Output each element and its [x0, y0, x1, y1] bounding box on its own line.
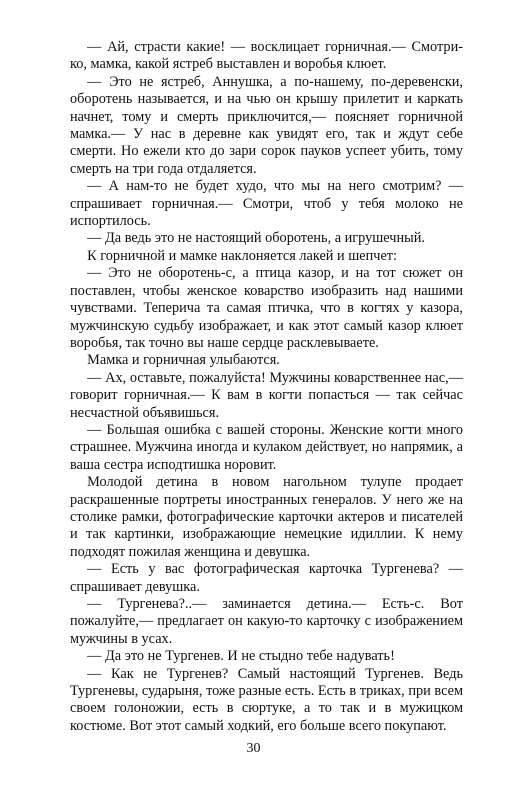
paragraph: — Да это не Тургенев. И не стыдно тебе надувать! [87, 648, 395, 665]
paragraph: Молодой детина в новом нагольном тулупе продает раскрашенные портреты иностранных генералов. У него же на столике рамки, фотографические карточки актеров и писателей и так картинки, изображающие немецкие идиллии. К нему подходят пожилая женщина и девушка. [70, 474, 463, 560]
paragraph: — Как не Тургенев? Самый настоящий Тургенев. Ведь Тургеневы, сударыня, тоже разные есть. Есть в триках, при всем своем голоножии, есть в сюртуке, а то так и в мужицком костюме. Вот этот самый ходкий, его больше всего покупают. [70, 665, 463, 734]
page-number: 30 [246, 741, 261, 756]
paragraph: — Это не ястреб, Аннушка, а по-нашему, по-деревенски, оборотень называется, и на чью он крышу прилетит и каркать начнет, тому и смерть приключится,— поясняет горничной мамка.— У нас в деревне как увидят его, так и ждут себе смерти. Но ежели кто до зари сорок пауков успеет убить, тому смерть на три года отдаляется. [70, 73, 463, 177]
paragraph: — Это не оборотень-с, а птица казор, и на тот сюжет он поставлен, чтобы женское коварство изобразить над нашими чувствами. Теперича та самая птичка, что в когтях у казора, мужчинскую судьбу изображает, и как этот самый казор клюет воробья, так точно вы наше сердце расклевываете. [70, 265, 463, 351]
paragraph: Мамка и горничная улыбаются. [87, 352, 280, 369]
paragraph: — Большая ошибка с вашей стороны. Женские когти много страшнее. Мужчина иногда и кулаком действует, но напрямик, а ваша сестра исподтишка норовит. [70, 421, 463, 473]
paragraph: — А нам-то не будет худо, что мы на него смотрим? — спрашивает горничная.— Смотри, чтоб у тебя молоко не испортилось. [70, 178, 463, 230]
paragraph: — Да ведь это не настоящий оборотень, а игрушечный. [87, 230, 425, 247]
paragraph: — Есть у вас фотографическая карточка Тургенева? — спрашивает девушка. [70, 561, 463, 595]
paragraph: — Ах, оставьте, пожалуйста! Мужчины коварственнее нас,— говорит горничная.— К вам в когти попасться — так сейчас несчастной объявишься. [70, 369, 463, 421]
paragraph: — Тургенева?..— заминается детина.— Есть-с. Вот пожалуйте,— предлагает он какую-то карточку с изображением мужчины в усах. [70, 596, 463, 647]
paragraph: — Ай, страсти какие! — восклицает горничная.— Смотри-ко, мамка, какой ястреб выставлен и воробья клюет. [70, 39, 463, 73]
paragraph: К горничной и мамке наклоняется лакей и шепчет: [87, 247, 398, 264]
body-text [70, 39, 463, 735]
